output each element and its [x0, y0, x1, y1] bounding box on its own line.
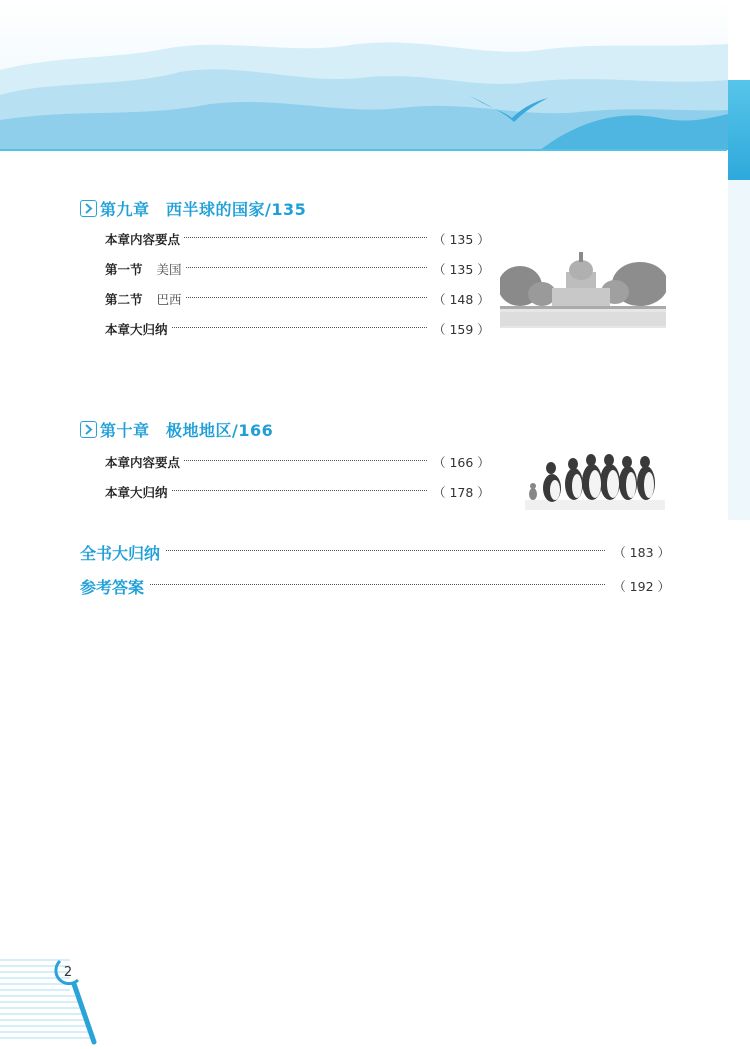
entry-label: 全书大归纳 [80, 543, 161, 563]
entry-label: 参考答案 [80, 577, 145, 597]
side-tab [728, 80, 750, 180]
entry-page: （ 135 ） [433, 232, 490, 247]
leader-dots [186, 266, 427, 268]
entry-subtitle: 巴西 [156, 292, 182, 307]
leader-dots [184, 459, 427, 461]
leader-dots [172, 489, 427, 491]
chapter-9-heading[interactable] [80, 196, 306, 220]
toc-entry[interactable] [105, 452, 490, 472]
header-rule [0, 149, 727, 151]
entry-page: （ 178 ） [433, 485, 490, 500]
entry-page: （ 148 ） [433, 292, 490, 307]
toc-entry[interactable] [105, 319, 490, 339]
chapter-title: 第九章 西半球的国家/135 [100, 199, 307, 219]
toc-entry-answers[interactable] [80, 575, 670, 597]
leader-dots [166, 549, 605, 551]
capitol-building-photo [500, 248, 666, 332]
entry-label: 本章大归纳 [105, 322, 168, 337]
chevron-right-icon [80, 421, 97, 438]
entry-subtitle: 美国 [156, 262, 182, 277]
entry-label: 第一节 [105, 262, 143, 277]
header-banner [0, 0, 728, 150]
page-corner-decoration [0, 950, 110, 1045]
page-number: 2 [63, 965, 73, 980]
leader-dots [186, 296, 427, 298]
entry-page: （ 159 ） [433, 322, 490, 337]
entry-label: 本章内容要点 [105, 232, 181, 247]
toc-entry-book-summary[interactable] [80, 541, 670, 563]
chevron-right-icon [80, 200, 97, 217]
entry-page: （ 192 ） [613, 579, 670, 594]
toc-entry[interactable] [105, 289, 490, 309]
leader-dots [150, 583, 605, 585]
chapter-title: 第十章 极地地区/166 [100, 420, 274, 440]
leader-dots [172, 326, 427, 328]
side-strip [728, 180, 750, 520]
toc-entry[interactable] [105, 482, 490, 502]
entry-label: 本章内容要点 [105, 455, 181, 470]
entry-page: （ 135 ） [433, 262, 490, 277]
chapter-10-heading[interactable] [80, 417, 273, 441]
entry-label: 第二节 [105, 292, 143, 307]
leader-dots [184, 236, 427, 238]
mountain-landscape-illustration [0, 0, 728, 150]
entry-page: （ 183 ） [613, 545, 670, 560]
penguins-photo [525, 450, 665, 514]
entry-page: （ 166 ） [433, 455, 490, 470]
entry-label: 本章大归纳 [105, 485, 168, 500]
toc-entry[interactable] [105, 229, 490, 249]
toc-entry[interactable] [105, 259, 490, 279]
